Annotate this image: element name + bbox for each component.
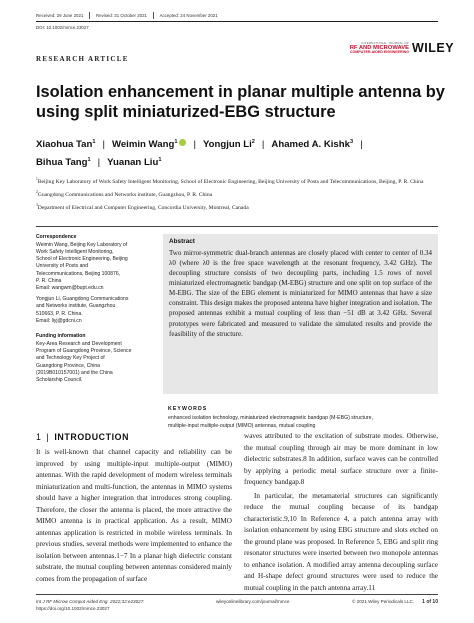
section-heading-introduction: 1 | INTRODUCTION — [36, 432, 130, 442]
body-column-left — [36, 447, 232, 585]
article-title: Isolation enhancement in planar multiple antenna by using split miniaturized-EBG structure — [36, 83, 445, 122]
paragraph: waves attributed to the excitation of substrate modes. Otherwise, the mutual coupling through air may be more dominant in low dielectric substrates.8 In addition, surface waves can be controlled by applying a periodic metal surface structure over a finite-frequency bandgap.8 — [244, 432, 438, 487]
orcid-icon[interactable] — [179, 139, 186, 146]
author[interactable]: Bihua Tang$^1$ — [36, 156, 91, 168]
accepted-date: Accepted: 24 November 2021 — [159, 12, 218, 18]
page-footer — [36, 599, 438, 612]
divider — [153, 12, 154, 19]
divider — [89, 12, 90, 19]
keywords-heading: KEYWORDS — [168, 406, 208, 412]
author[interactable]: Weimin Wang$^1$ — [112, 139, 186, 150]
paragraph: In particular, the metamaterial structures can significantly reduce the mutual coupling because of its bandgap characteristic.9,10 In Reference 4, a patch antenna array with isolation enhancement by using EBG structure and slots etched on the ground plane was proposed. In Reference 5, EBG and split ring resonator structures were inserted between two monopole antennas to enhance isolation. A modified array antenna decoupling surface and H-shape defect ground structures were used to reduce the mutual coupling in the patch antenna array.11 — [244, 491, 438, 592]
author[interactable]: Ahamed A. Kishk$^3$ — [271, 138, 354, 150]
copyright: © 2021 Wiley Periodicals LLC. — [352, 599, 415, 604]
affiliation: $^2$Guangdong Communications and Networks institute, Guangzhou, P. R. China — [36, 189, 213, 198]
affiliations — [36, 177, 436, 215]
received-date: Received: 29 June 2021 — [36, 12, 84, 18]
abstract-box — [163, 234, 438, 394]
journal-logo — [337, 42, 409, 55]
doi[interactable]: DOI: 10.1002/mmce.23027 — [36, 25, 89, 30]
journal-logo-line2: RF AND MICROWAVE — [349, 44, 409, 51]
author[interactable]: Yuanan Liu$^1$ — [107, 156, 162, 168]
correspondence-heading: Correspondence — [36, 234, 77, 240]
funding-heading: Funding information — [36, 333, 86, 340]
author[interactable]: Xiaohua Tan$^1$ — [36, 138, 96, 150]
header-rule — [36, 21, 438, 22]
funding-block: Key-Area Research and Development Program of Guangdong Province, Science and Technology Key Project of Guangdong Province, China (2019B010157001) and the China Scholarship Council. — [36, 340, 132, 383]
email-link[interactable]: Email: liyj@gdcni.cn — [36, 317, 82, 324]
journal-website-link[interactable]: wileyonlinelibrary.com/journal/mmce — [216, 599, 290, 604]
section-rule — [36, 226, 438, 227]
footer-citation: Int J RF Microw Comput Aided Eng. 2022;32:e23027. https://doi.org/10.1002/mmce.23027 — [36, 599, 438, 612]
affiliation: $^1$Beijing Key Laboratory of Work Safety Intelligent Monitoring, School of Electronic Engineering, Beijing University of Posts and Telecommunications, Beijing, P. R. China — [36, 177, 424, 185]
abstract-heading: Abstract — [169, 238, 195, 245]
correspondence-block: Yongjun Li, Guangdong Communications and Networks institute, Guangzhou 510663, P. R. China. Email: liyj@gdcni.cn — [36, 296, 136, 325]
abstract-text: Two mirror-symmetric dual-branch antennas are closely placed with center to center of 0.34 λ0 (where λ0 is the free space wavelength at the resonant frequency, 3.42 GHz). The decoupling structure consists of two decoupling parts, including 1.5 rows of novel miniaturized electromagnetic bandgap (M-EBG) structure and one split on top surface of the M-EBG. The size of the EBG element is miniaturized for MIMO antennas that have a size constraint. This design makes the proposed antenna have higher integration and isolation. The proposed antennas exhibit a mutual coupling of less than −51 dB at 3.42 GHz. Several prototypes were fabricated and measured to validate the simulated results and provide the feasibility of the structure. — [169, 249, 432, 338]
affiliation: $^3$Department of Electrical and Computer Engineering, Concordia University, Montreal, Canada — [36, 202, 249, 211]
email-link[interactable]: Email: wangwm@bupt.edu.cn — [36, 285, 104, 292]
sidebar — [36, 234, 136, 384]
journal-logo-line1: INTERNATIONAL JOURNAL OF — [361, 41, 409, 45]
journal-logo-line3: COMPUTER-AIDED ENGINEERING — [349, 50, 409, 54]
page-number: 1 of 10 — [422, 599, 438, 605]
received-dates — [36, 10, 438, 20]
correspondence-block: Weimin Wang, Beijing Key Laboratory of Work Safety Intelligent Monitoring, School of Electronic Engineering, Beijing University of Posts and Telecommunications, Beijing 100876, P. R. China Email: wangwm@bupt.edu.cn — [36, 242, 136, 293]
paragraph: It is well-known that channel capacity and reliability can be improved by using multiple-input multiple-output (MIMO) antennas. With the rapid development of modern wireless terminals miniaturization and multi-function, the antennas in MIMO systems should have a higher integration that introduces strong coupling. Therefore, the closer the antenna is placed, the more attractive the MIMO antenna is in practical application. As a result, MIMO antennas application is restricted in mobile wireless terminals. In previous studies, several methods were implemented to enhance the isolation between antennas.1−7 In a planar high dielectric constant substrate, the mutual coupling between antennas considered mainly comes from the propagation of surface — [36, 448, 232, 583]
revised-date: Revised: 31 October 2021 — [95, 12, 147, 18]
author[interactable]: Yongjun Li$^2$ — [202, 138, 255, 150]
section-label: RESEARCH ARTICLE — [36, 55, 129, 63]
publisher-logo: WILEY — [412, 41, 455, 55]
body-column-right — [244, 431, 438, 594]
doi-link[interactable]: https://doi.org/10.1002/mmce.23027 — [36, 605, 110, 611]
keywords-text: enhanced isolation technology, miniaturized electromagnetic bandgap (M-EBG) structure, multiple-input multiple-output (MIMO) antennas, mutual coupling — [168, 415, 373, 429]
footer-rule — [36, 594, 438, 595]
author-list: Xiaohua Tan$^1$ | Weimin Wang$^1$ | Yongjun Li$^2$ | Ahamed A. Kishk$^3$ | Bihua Tang$^1$ | Yuanan Liu$^1$ — [36, 138, 363, 168]
